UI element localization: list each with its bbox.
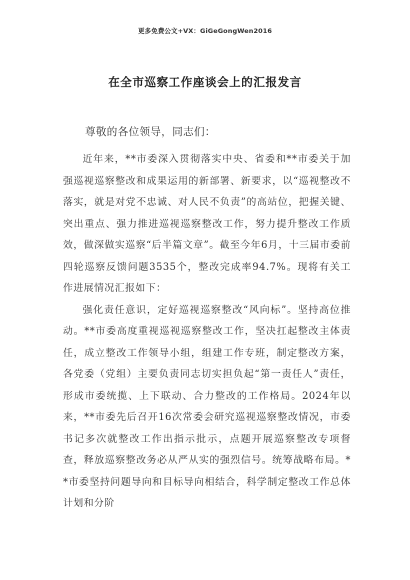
document-body [63, 149, 351, 515]
document-title: 在全市巡察工作座谈会上的汇报发言 [108, 75, 302, 89]
paragraph-responsibility: 强化责任意识，定好巡视巡察整改“风向标”。坚持高位推动。**市委高度重视巡视巡察整改工作，坚决扛起整改主体责任，成立整改工作领导小组，组建工作专班，制定整改方案，各党委（党组）主要负责同志切实担负起“第一责任人”责任，形成市委统揽、上下联动、合力整改的工作格局。2024年以来，**市委先后召开16次常委会研究巡视巡察整改情况，市委书记多次就整改工作出指示批示，点题开展巡察整改专项督查，释放巡察整改务必从严从实的强烈信号。统筹战略布局。**市委坚持问题导向和目标导向相结合，科学制定整改工作总体计划和分阶 [63, 304, 351, 509]
salutation: 尊敬的各位领导，同志们： [85, 126, 216, 138]
paragraph-intro: 近年来，**市委深入贯彻落实中央、省委和**市委关于加强巡视巡察整改和成果运用的新部署、新要求，以“巡视整改不落实，就是对党不忠诚、对人民不负责”的高站位，把握关键、突出重点、强力推进巡视巡察整改工作，努力提升整改工作质效，做深做实巡察“后半篇文章”。截至今年6月，十三届市委前四轮巡察反馈问题3535个，整改完成率94.7%。现将有关工作进展情况汇报如下： [63, 154, 351, 294]
promo-note: 更多免费公文+VX：GiGeGongWen2016 [138, 27, 272, 35]
